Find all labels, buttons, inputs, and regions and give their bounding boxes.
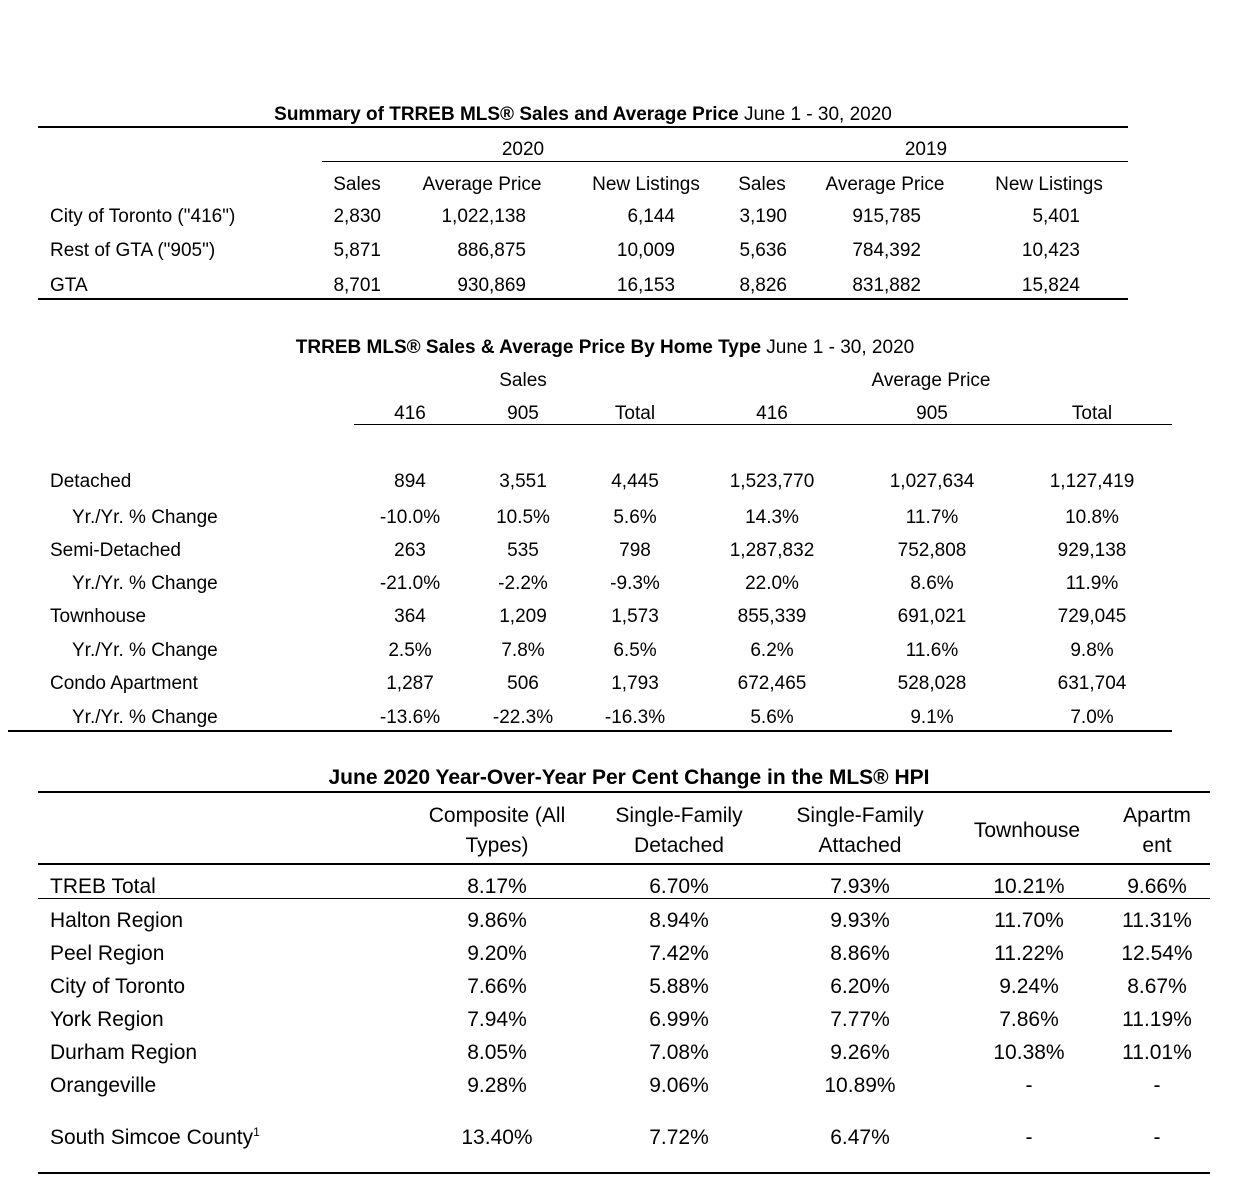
hometype-cell: 1,127,419 <box>1049 471 1135 492</box>
hpi-cell: 13.40% <box>461 1126 533 1149</box>
hometype-cell: 535 <box>507 540 539 561</box>
hometype-cell: -22.3% <box>492 707 554 728</box>
hpi-title: June 2020 Year-Over-Year Per Cent Change in the MLS® HPI <box>328 766 930 789</box>
hometype-cell: 11.9% <box>1065 573 1119 594</box>
hometype-change-label: Yr./Yr. % Change <box>72 707 218 728</box>
hpi-cell: 9.06% <box>649 1074 709 1097</box>
hpi-cell: 9.26% <box>830 1041 890 1064</box>
hometype-cell: 506 <box>507 673 539 694</box>
hometype-cell: -16.3% <box>604 707 666 728</box>
hpi-col-header: Composite (All <box>428 804 566 827</box>
hometype-cell: -13.6% <box>379 707 441 728</box>
hpi-cell: 11.01% <box>1122 1041 1192 1064</box>
summary-col-header: New Listings <box>592 174 700 195</box>
hometype-cell: 3,551 <box>499 471 547 492</box>
hometype-group-avg-price: Average Price <box>871 370 991 391</box>
hometype-cell: 4,445 <box>611 471 659 492</box>
hometype-change-label: Yr./Yr. % Change <box>72 507 218 528</box>
hometype-cell: 752,808 <box>897 540 967 561</box>
hometype-cell: 929,138 <box>1057 540 1127 561</box>
summary-year-2020: 2020 <box>501 139 545 160</box>
hometype-cell: 1,523,770 <box>729 471 815 492</box>
hometype-cell: 5.6% <box>750 707 794 728</box>
hpi-cell: 6.47% <box>830 1126 890 1149</box>
hpi-cell: 9.86% <box>467 909 527 932</box>
hometype-cell: 1,793 <box>611 673 659 694</box>
hpi-cell: - <box>1025 1126 1033 1149</box>
hpi-top-rule <box>38 791 1210 793</box>
summary-col-header: Sales <box>333 174 381 195</box>
summary-cell: 915,785 <box>852 206 921 227</box>
summary-title-dates: June 1 - 30, 2020 <box>738 104 892 125</box>
hpi-col-header: Attached <box>818 834 902 857</box>
hometype-cell: 672,465 <box>737 673 807 694</box>
summary-row-label: GTA <box>50 275 88 296</box>
summary-col-header: Average Price <box>422 174 542 195</box>
hometype-cell: 1,573 <box>611 606 659 627</box>
hpi-cell: 9.28% <box>467 1074 527 1097</box>
hpi-cell: 11.70% <box>994 909 1064 932</box>
hometype-title-bold: TRREB MLS® Sales & Average Price By Home Type <box>295 337 762 358</box>
hometype-cell: 6.5% <box>613 640 657 661</box>
hpi-cell: 11.19% <box>1122 1008 1192 1031</box>
hpi-row-label: Orangeville <box>50 1074 157 1097</box>
hometype-header-rule <box>354 424 1172 425</box>
summary-cell: 1,022,138 <box>441 206 526 227</box>
hometype-change-label: Yr./Yr. % Change <box>72 640 218 661</box>
hometype-title <box>296 338 914 357</box>
hpi-col-header: Apartm <box>1123 804 1191 827</box>
hometype-title-dates: June 1 - 30, 2020 <box>761 337 915 358</box>
summary-cell: 886,875 <box>457 240 526 261</box>
summary-col-header: Sales <box>738 174 786 195</box>
hpi-col-header: Single-Family <box>615 804 743 827</box>
hpi-cell: 9.66% <box>1127 875 1187 898</box>
hpi-cell: 7.42% <box>649 942 709 965</box>
hometype-cell: 364 <box>394 606 426 627</box>
hometype-cell: -21.0% <box>379 573 441 594</box>
hpi-col-header: Detached <box>634 834 724 857</box>
hometype-cell: 263 <box>394 540 426 561</box>
hometype-cell: 894 <box>394 471 426 492</box>
hpi-cell: - <box>1025 1074 1033 1097</box>
hometype-cell: 10.8% <box>1065 507 1119 528</box>
hometype-cell: 1,287 <box>386 673 434 694</box>
hpi-row-label: Peel Region <box>50 942 165 965</box>
hometype-cell: 1,027,634 <box>889 471 975 492</box>
hometype-bottom-rule <box>8 730 1172 732</box>
hometype-cell: -2.2% <box>498 573 548 594</box>
hpi-bottom-rule <box>38 1172 1210 1174</box>
hpi-cell: 11.22% <box>994 942 1064 965</box>
hpi-cell: 12.54% <box>1121 942 1193 965</box>
hpi-cell: 8.67% <box>1127 975 1187 998</box>
hpi-cell: 7.94% <box>467 1008 527 1031</box>
summary-cell: 8,701 <box>333 275 381 296</box>
hpi-cell: 8.17% <box>467 875 527 898</box>
hometype-group-sales: Sales <box>499 370 547 391</box>
hpi-cell: 5.88% <box>649 975 709 998</box>
summary-top-rule <box>38 126 1128 128</box>
hometype-cell: 528,028 <box>897 673 967 694</box>
hpi-col-header: ent <box>1142 834 1172 857</box>
hpi-cell: 6.99% <box>649 1008 709 1031</box>
hpi-header-rule <box>38 863 1210 865</box>
summary-cell: 5,401 <box>1032 206 1080 227</box>
hometype-cell: 855,339 <box>737 606 807 627</box>
hometype-cell: 7.0% <box>1070 707 1114 728</box>
summary-cell: 5,636 <box>739 240 787 261</box>
hpi-cell: 9.93% <box>830 909 890 932</box>
hometype-col-header: 416 <box>394 403 426 424</box>
hpi-row-label: Halton Region <box>50 909 184 932</box>
hometype-cell: 5.6% <box>613 507 657 528</box>
hpi-cell: 6.20% <box>830 975 890 998</box>
hpi-cell: 10.21% <box>993 875 1065 898</box>
summary-col-header: New Listings <box>995 174 1103 195</box>
hpi-cell: 7.77% <box>830 1008 890 1031</box>
summary-year-rule <box>322 161 1128 162</box>
hometype-cell: 1,209 <box>499 606 547 627</box>
summary-bottom-rule <box>38 298 1128 300</box>
hpi-row-label: TREB Total <box>50 875 156 898</box>
hometype-cell: -9.3% <box>610 573 660 594</box>
hpi-cell: - <box>1153 1074 1161 1097</box>
hometype-cell: 691,021 <box>897 606 967 627</box>
footnote-marker: 1 <box>253 1125 260 1139</box>
hpi-col-header: Types) <box>465 834 529 857</box>
hpi-row-label: York Region <box>50 1008 164 1031</box>
summary-cell: 930,869 <box>457 275 526 296</box>
summary-cell: 831,882 <box>852 275 921 296</box>
hometype-cell: 798 <box>619 540 651 561</box>
hpi-cell: 7.72% <box>649 1126 709 1149</box>
hpi-cell: 7.66% <box>467 975 527 998</box>
hpi-cell: 6.70% <box>649 875 709 898</box>
hometype-cell: 8.6% <box>910 573 954 594</box>
hpi-cell: 7.93% <box>830 875 890 898</box>
summary-cell: 3,190 <box>739 206 787 227</box>
hpi-cell: 9.24% <box>999 975 1059 998</box>
hometype-cell: 14.3% <box>745 507 799 528</box>
hometype-cell: 6.2% <box>750 640 794 661</box>
summary-title-bold: Summary of TRREB MLS® Sales and Average Price <box>274 104 739 125</box>
summary-cell: 15,824 <box>1021 275 1080 296</box>
hometype-change-label: Yr./Yr. % Change <box>72 573 218 594</box>
hometype-row-label: Detached <box>50 471 132 492</box>
summary-cell: 10,423 <box>1021 240 1080 261</box>
hpi-cell: 10.89% <box>824 1074 896 1097</box>
hpi-cell: 8.05% <box>467 1041 527 1064</box>
hometype-row-label: Townhouse <box>50 606 147 627</box>
hometype-cell: 631,704 <box>1057 673 1127 694</box>
hometype-col-header: 905 <box>916 403 948 424</box>
summary-year-2019: 2019 <box>904 139 948 160</box>
hpi-cell: - <box>1153 1126 1161 1149</box>
summary-cell: 10,009 <box>616 240 675 261</box>
hpi-first-row-rule <box>38 898 1210 899</box>
hpi-row-label: Durham Region <box>50 1041 198 1064</box>
summary-cell: 2,830 <box>333 206 381 227</box>
hometype-cell: 1,287,832 <box>729 540 815 561</box>
summary-row-label: City of Toronto ("416") <box>50 206 236 227</box>
hometype-col-header: Total <box>1071 403 1113 424</box>
hometype-col-header: 905 <box>507 403 539 424</box>
summary-cell: 784,392 <box>852 240 921 261</box>
hpi-cell: 10.38% <box>993 1041 1065 1064</box>
hpi-row-label: City of Toronto <box>50 975 186 998</box>
hpi-col-header: Townhouse <box>973 819 1081 842</box>
hometype-cell: 9.8% <box>1070 640 1114 661</box>
hometype-row-label: Semi-Detached <box>50 540 181 561</box>
hometype-col-header: 416 <box>756 403 788 424</box>
hometype-cell: 2.5% <box>388 640 432 661</box>
hometype-cell: 22.0% <box>745 573 799 594</box>
hpi-cell: 11.31% <box>1122 909 1192 932</box>
summary-cell: 6,144 <box>627 206 675 227</box>
hpi-cell: 8.86% <box>830 942 890 965</box>
summary-cell: 5,871 <box>333 240 381 261</box>
hpi-cell: 8.94% <box>649 909 709 932</box>
summary-title <box>274 105 892 124</box>
hpi-cell: 7.86% <box>999 1008 1059 1031</box>
hpi-row-label: South Simcoe County$^1$ <box>50 1125 260 1149</box>
hometype-cell: 9.1% <box>910 707 954 728</box>
summary-cell: 16,153 <box>616 275 675 296</box>
hometype-cell: 7.8% <box>501 640 545 661</box>
hometype-cell: 729,045 <box>1057 606 1127 627</box>
hpi-cell: 9.20% <box>467 942 527 965</box>
summary-row-label: Rest of GTA ("905") <box>50 240 216 261</box>
summary-col-header: Average Price <box>825 174 945 195</box>
summary-cell: 8,826 <box>739 275 787 296</box>
hometype-cell: 10.5% <box>496 507 550 528</box>
hometype-col-header: Total <box>614 403 656 424</box>
hometype-cell: 11.6% <box>905 640 959 661</box>
hometype-cell: -10.0% <box>379 507 441 528</box>
hometype-row-label: Condo Apartment <box>50 673 198 694</box>
hpi-cell: 7.08% <box>649 1041 709 1064</box>
hpi-col-header: Single-Family <box>796 804 924 827</box>
hometype-cell: 11.7% <box>905 507 959 528</box>
